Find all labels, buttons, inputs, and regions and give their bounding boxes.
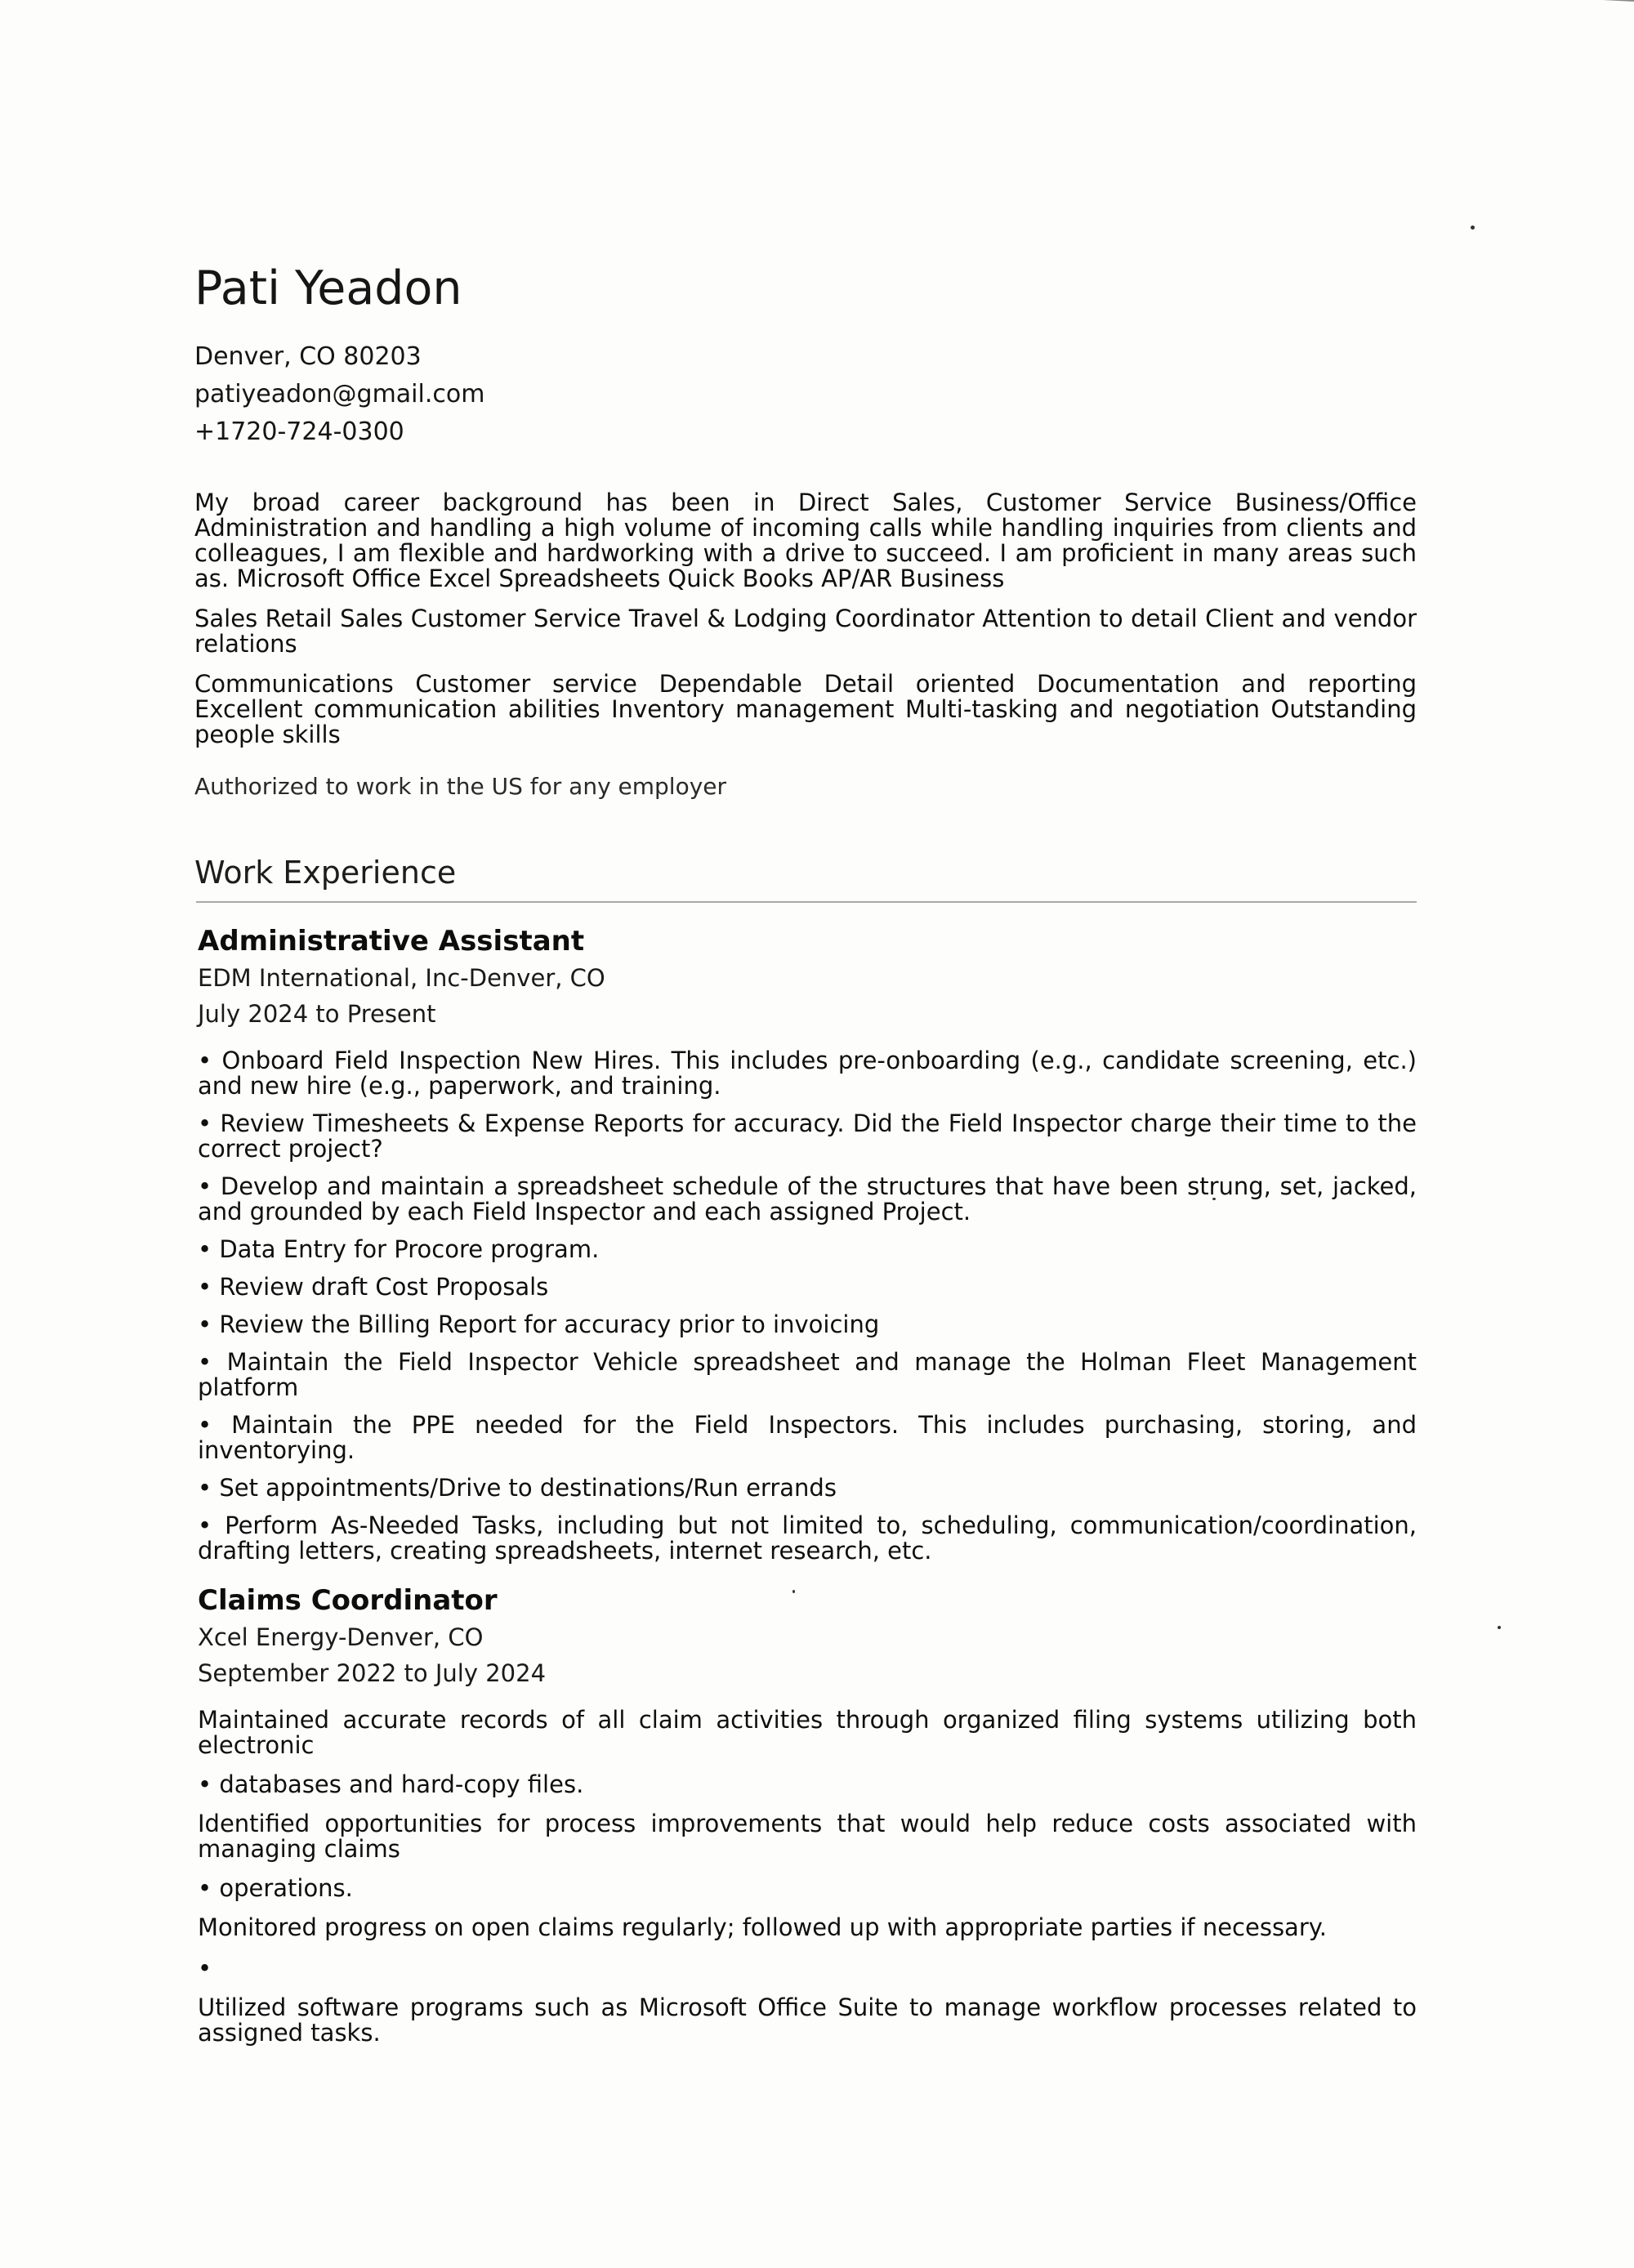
job-duties [198,1048,1417,1564]
duty-item: • [198,1954,212,1982]
job-company: EDM International, Inc-Denver, CO [198,964,605,992]
job-dates: September 2022 to July 2024 [198,1659,547,1687]
duty-item: • Perform As-Needed Tasks, including but not limited to, scheduling, communication/coordination, drafting letters, creating spreadsheets, internet research, etc. [198,1511,1417,1565]
duty-item: • Set appointments/Drive to destinations/Run errands [198,1474,837,1502]
duty-item: Utilized software programs such as Microsoft Office Suite to manage workflow processes related to assigned tasks. [198,1993,1417,2047]
phone: +1720-724-0300 [194,417,404,446]
duty-item: Maintained accurate records of all claim activities through organized filing systems utilizing both electronic [198,1706,1417,1759]
duty-item: Identified opportunities for process improvements that would help reduce costs associated with managing claims [198,1810,1417,1863]
work-authorization: Authorized to work in the US for any employer [194,773,727,800]
duty-item: • operations. [198,1874,353,1902]
job-duties [198,1708,1417,2046]
resume-content [194,260,1417,2060]
job-title: Claims Coordinator [198,1584,498,1617]
scan-speck [1471,225,1475,230]
duty-item: • Onboard Field Inspection New Hires. This includes pre-onboarding (e.g., candidate screening, etc.) and new hire (e.g., paperwork, and training. [198,1047,1417,1100]
location: Denver, CO 80203 [194,342,422,371]
summary-paragraph: My broad career background has been in Direct Sales, Customer Service Business/Office Administration and handling a high volume of incoming calls while handling inquiries from clients and colleagues, I am flexible and hardworking with a drive to succeed. I am proficient in many areas such as. Microsoft Office Excel Spreadsheets Quick Books AP/AR Business [194,489,1417,592]
job-title: Administrative Assistant [198,925,585,958]
duty-item: • Maintain the PPE needed for the Field Inspectors. This includes purchasing, storing, and inventorying. [198,1411,1417,1464]
duty-item: • Develop and maintain a spreadsheet schedule of the structures that have been strung, set, jacked, and grounded by each Field Inspector and each assigned Project. [198,1172,1417,1226]
section-divider [196,901,1417,903]
candidate-name: Pati Yeadon [194,261,462,315]
summary-paragraph: Communications Customer service Dependable Detail oriented Documentation and reporting Excellent communication abilities Inventory management Multi-tasking and negotiation Outstanding people skills [194,670,1417,748]
scan-page-edge [1487,0,1634,10]
email: patiyeadon@gmail.com [194,380,485,409]
scan-speck [1498,1626,1501,1629]
duty-item: • Review draft Cost Proposals [198,1273,549,1301]
summary-paragraph: Sales Retail Sales Customer Service Travel & Lodging Coordinator Attention to detail Client and vendor relations [194,605,1417,658]
job-entry [198,1582,1417,2046]
contact-block [194,338,1417,451]
duty-item: Monitored progress on open claims regularly; followed up with appropriate parties if necessary. [198,1913,1327,1941]
duty-item: • Maintain the Field Inspector Vehicle spreadsheet and manage the Holman Fleet Management platform [198,1348,1417,1401]
duty-item: • databases and hard-copy files. [198,1770,584,1798]
duty-item: • Review Timesheets & Expense Reports for accuracy. Did the Field Inspector charge their time to the correct project? [198,1109,1417,1163]
job-dates: July 2024 to Present [198,1000,436,1028]
section-title-work-experience: Work Experience [194,855,457,891]
job-entry [198,922,1417,1564]
duty-item: • Review the Billing Report for accuracy prior to invoicing [198,1310,880,1338]
duty-item: • Data Entry for Procore program. [198,1235,600,1263]
summary-section [194,490,1417,748]
job-company: Xcel Energy-Denver, CO [198,1623,484,1651]
